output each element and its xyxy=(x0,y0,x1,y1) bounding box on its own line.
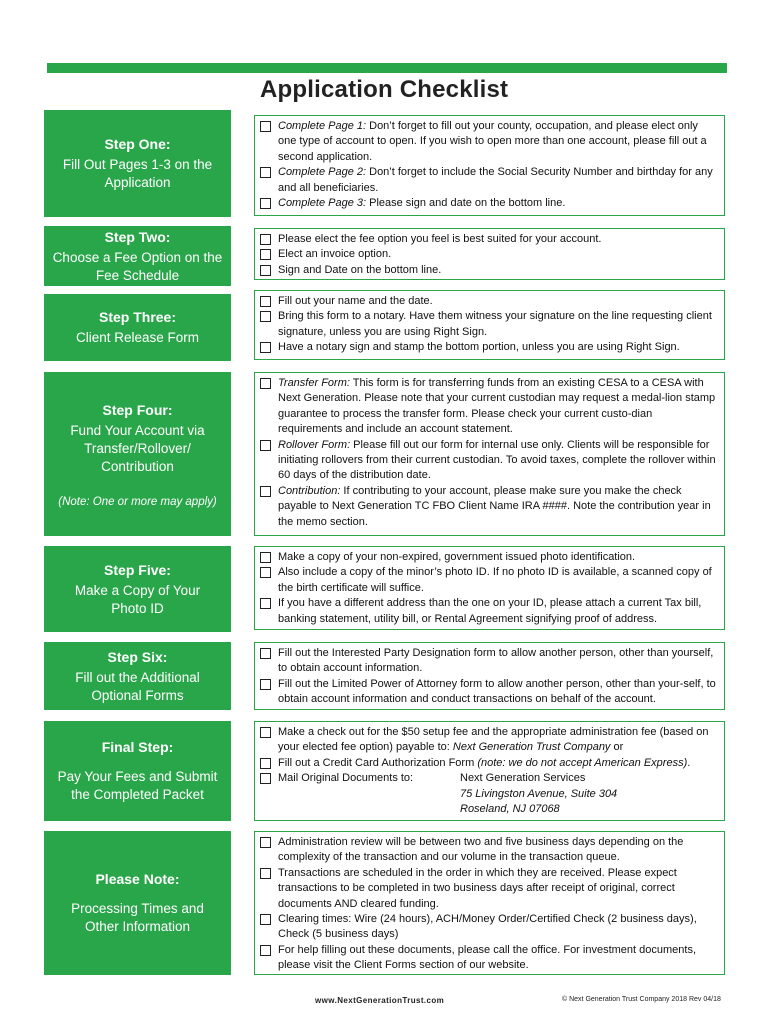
step-one-panel xyxy=(44,110,231,217)
checkbox[interactable] xyxy=(260,552,271,563)
step-six-checklist xyxy=(254,642,725,710)
checkbox[interactable] xyxy=(260,311,271,322)
footer-copyright: © Next Generation Trust Company 2018 Rev 04/18 xyxy=(562,996,721,1003)
mail-street: 75 Livingston Avenue, Suite 304 xyxy=(460,787,618,800)
checklist-item: Make a copy of your non-expired, government issued photo identification. xyxy=(260,550,718,565)
step-subtitle: Fund Your Account via Transfer/Rollover/ Contribution xyxy=(70,422,205,474)
page-title: Application Checklist xyxy=(260,76,509,103)
step-three-panel xyxy=(44,294,231,361)
step-four-panel xyxy=(44,372,231,536)
mail-city: Roseland, NJ 07068 xyxy=(460,803,560,816)
step-title: Step Four: xyxy=(102,401,173,418)
checkbox[interactable] xyxy=(260,234,271,245)
step-five-panel xyxy=(44,546,231,632)
checkbox[interactable] xyxy=(260,773,271,784)
checklist-item: Complete Page 1: Don’t forget to fill out your county, occupation, and please elect only one type of account to open. If you wish to open more than one account, please fill out a second application. xyxy=(260,119,718,165)
checklist-item: Make a check out for the $50 setup fee and the appropriate administration fee (based on your elected fee option) payable to: Next Generation Trust Company or xyxy=(260,725,718,756)
step-subtitle: Client Release Form xyxy=(75,330,200,345)
checklist-item: Transactions are scheduled in the order in which they are received. Please expect transactions to be completed in two business days after receipt of original, correct documents AND cleared funding. xyxy=(260,866,718,912)
step-title: Step One: xyxy=(104,136,171,152)
checkbox[interactable] xyxy=(260,868,271,879)
checkbox[interactable] xyxy=(260,945,271,956)
checklist-item: Fill out the Interested Party Designation form to allow another person, other than yourself, to obtain account information. xyxy=(260,646,718,677)
checklist-item: Transfer Form: This form is for transferring funds from an existing CESA to a CESA with Next Generation. Please note that your current custodian may request a medal-lion stamp guarantee to process the transfer form. Please check your current custo-dian requirements and include an account statement. xyxy=(260,376,718,438)
mail-name: Next Generation Services xyxy=(460,772,586,785)
please-note-panel xyxy=(44,831,231,975)
checkbox[interactable] xyxy=(260,121,271,132)
step-subtitle: Fill Out Pages 1-3 on the Application xyxy=(62,157,213,190)
checkbox[interactable] xyxy=(260,837,271,848)
checklist-item: If you have a different address than the one on your ID, please attach a current Tax bill, banking statement, utility bill, or Rental Agreement signifying proof of address. xyxy=(260,596,718,627)
step-two-checklist xyxy=(254,228,725,280)
step-one-checklist xyxy=(254,115,725,216)
checkbox[interactable] xyxy=(260,167,271,178)
step-five-checklist xyxy=(254,546,725,630)
checkbox[interactable] xyxy=(260,342,271,353)
checkbox[interactable] xyxy=(260,567,271,578)
checkbox[interactable] xyxy=(260,598,271,609)
checklist-item: Complete Page 2: Don’t forget to include the Social Security Number and birthday for any and all beneficiaries. xyxy=(260,165,718,196)
step-four-checklist xyxy=(254,372,725,536)
step-title: Step Three: xyxy=(98,309,176,325)
step-two-panel xyxy=(44,226,231,286)
checkbox[interactable] xyxy=(260,265,271,276)
step-six-panel xyxy=(44,642,231,710)
checkbox[interactable] xyxy=(260,648,271,659)
checklist-item: Administration review will be between two and five business days depending on the complexity of the transaction and our volume in the transaction queue. xyxy=(260,835,718,866)
checkbox[interactable] xyxy=(260,249,271,260)
checkbox[interactable] xyxy=(260,914,271,925)
checkbox[interactable] xyxy=(260,727,271,738)
checklist-item: Fill out a Credit Card Authorization Form (note: we do not accept American Express). xyxy=(260,756,718,771)
checkbox[interactable] xyxy=(260,486,271,497)
step-title: Please Note: xyxy=(95,871,180,887)
checklist-item: Rollover Form: Please fill out our form for internal use only. Clients will be responsible for initiating rollovers from their current custodian. To avoid taxes, complete the rollover within 60 days of the distribution date. xyxy=(260,438,718,484)
final-step-checklist xyxy=(254,721,725,821)
please-note-checklist xyxy=(254,831,725,975)
step-three-checklist xyxy=(254,290,725,360)
checkbox[interactable] xyxy=(260,679,271,690)
checklist-item: Fill out your name and the date. xyxy=(260,294,718,309)
checkbox[interactable] xyxy=(260,378,271,389)
footer-website[interactable]: www.NextGenerationTrust.com xyxy=(315,996,445,1005)
checklist-item xyxy=(260,771,718,786)
step-title: Step Six: xyxy=(107,648,168,665)
top-accent-bar xyxy=(47,63,727,73)
step-title: Final Step: xyxy=(101,739,174,755)
checkbox[interactable] xyxy=(260,198,271,209)
step-subtitle: Make a Copy of Your Photo ID xyxy=(74,582,201,616)
checklist-item: Sign and Date on the bottom line. xyxy=(260,263,718,278)
checklist-item: Clearing times: Wire (24 hours), ACH/Money Order/Certified Check (2 business days), Check (5 business days) xyxy=(260,912,718,943)
step-subtitle: Pay Your Fees and Submit the Completed Packet xyxy=(57,769,218,802)
checklist-item: Also include a copy of the minor’s photo ID. If no photo ID is available, a scanned copy of the birth certificate will suffice. xyxy=(260,565,718,596)
checklist-item: Have a notary sign and stamp the bottom portion, unless you are using Right Sign. xyxy=(260,340,718,355)
step-note: (Note: One or more may apply) xyxy=(58,495,217,508)
checklist-item: Elect an invoice option. xyxy=(260,247,718,262)
step-title: Step Two: xyxy=(104,228,171,245)
final-step-panel xyxy=(44,721,231,821)
checklist-item: Please elect the fee option you feel is best suited for your account. xyxy=(260,232,718,247)
checklist-item: Complete Page 3: Please sign and date on the bottom line. xyxy=(260,196,718,211)
checklist-item: Contribution: If contributing to your account, please make sure you make the check payable to Next Generation TC FBO Client Name IRA ####. Note the contribution year in the memo section. xyxy=(260,484,718,530)
step-subtitle: Fill out the Additional Optional Forms xyxy=(75,669,200,703)
mail-label: Mail Original Documents to: xyxy=(278,772,414,785)
step-subtitle: Choose a Fee Option on the Fee Schedule xyxy=(52,249,223,283)
checklist-item: Bring this form to a notary. Have them witness your signature on the line requesting client signature, unless you are using Right Sign. xyxy=(260,309,718,340)
checkbox[interactable] xyxy=(260,758,271,769)
step-subtitle: Processing Times and Other Information xyxy=(71,901,204,934)
checklist-item: Fill out the Limited Power of Attorney form to allow another person, other than your-self, to obtain account information and conduct transactions on behalf of the account. xyxy=(260,677,718,708)
step-title: Step Five: xyxy=(104,561,171,578)
checkbox[interactable] xyxy=(260,440,271,451)
checklist-item: For help filling out these documents, please call the office. For investment documents, please visit the Client Forms section of our website. xyxy=(260,943,718,974)
checkbox[interactable] xyxy=(260,296,271,307)
